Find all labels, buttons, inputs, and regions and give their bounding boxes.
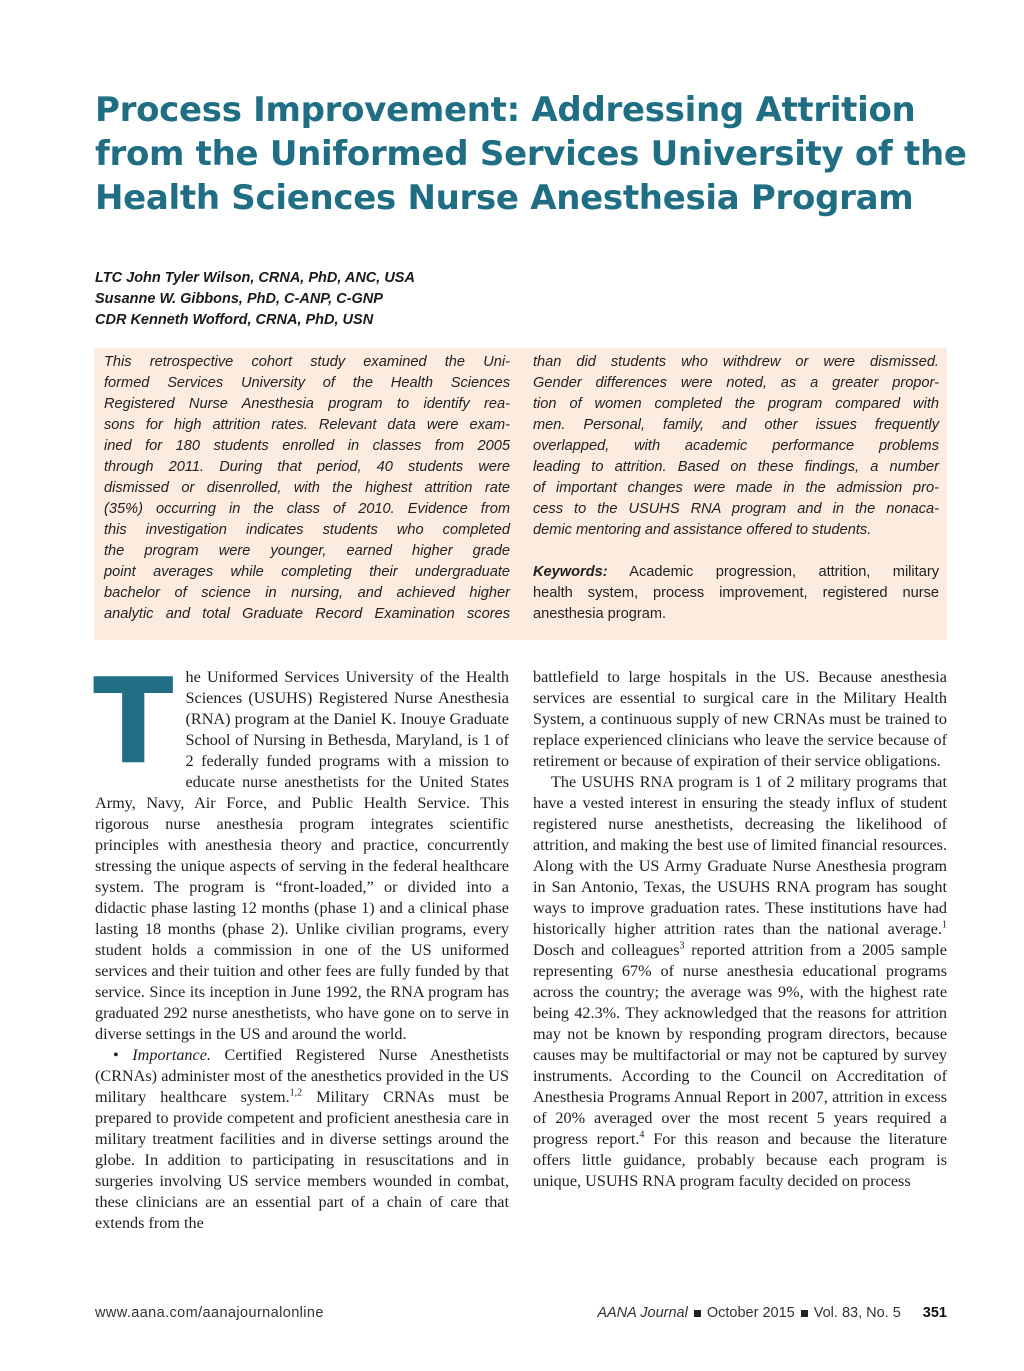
- author: LTC John Tyler Wilson, CRNA, PhD, ANC, USA: [95, 270, 415, 286]
- abstract-line: this investigation indicates students who completed: [104, 522, 510, 538]
- paragraph-text: For this reason and because the literature offers little guidance, probably because each program is unique, USUHS RNA program faculty decided on process: [533, 1130, 948, 1190]
- keywords-line: health system, process improvement, registered nurse: [533, 585, 939, 601]
- author: Susanne W. Gibbons, PhD, C-ANP, C-GNP: [95, 291, 383, 307]
- page-number: 351: [922, 1305, 947, 1321]
- keywords-label: Keywords:: [533, 564, 608, 580]
- body-paragraph: [95, 1045, 509, 1234]
- abstract-line: This retrospective cohort study examined the Uni-: [104, 354, 510, 370]
- abstract-line: point averages while completing their undergraduate: [104, 564, 510, 580]
- citation-ref: 1,2: [289, 1087, 303, 1099]
- abstract-line: ined for 180 students enrolled in classes from 2005: [104, 438, 510, 454]
- footer-url[interactable]: www.aana.com/aanajournalonline: [95, 1305, 324, 1321]
- paragraph-text: Dosch and colleagues: [533, 941, 680, 959]
- paragraph-text: battlefield to large hospitals in the US. Because anesthesia services are essential to surgical care in the Military Health System, a continuous supply of new CRNAs must be trained to replace experienced clinicians who leave the service because of retirement or because of expiration of their service obligations.: [533, 668, 947, 770]
- citation-ref: 4: [639, 1129, 645, 1141]
- body-paragraph: [533, 772, 947, 1192]
- body-paragraph: [93, 652, 509, 1045]
- paragraph-text: he Uniformed Services University of the Health Sciences (USUHS) Registered Nurse Anesthesia (RNA) program at the Daniel K. Inouye Graduate School of Nursing in Bethesda, Maryland, is 1 of 2 federally funded programs with a mission to educate nurse anesthetists for the United States Army, Navy, Air Force, and Public Health Service. This rigorous nurse anesthesia program integrates scientific principles with anesthesia theory and practice, concurrently stressing the unique aspects of serving in the federal healthcare system. The program is “front-loaded,” or divided into a didactic phase lasting 12 months (phase 1) and a clinical phase lasting 18 months (phase 2). Unlike civilian programs, every student holds a commission in one of the US uniformed services and their tuition and other fees are fully funded by that service. Since its inception in June 1992, the RNA program has graduated 292 nurse anesthetists, who have gone on to serve in diverse settings in the US and around the world.: [95, 668, 509, 1043]
- abstract-line: analytic and total Graduate Record Examination scores: [104, 606, 510, 622]
- abstract-right-column: [533, 352, 939, 625]
- title-line: Process Improvement: Addressing Attrition: [95, 90, 916, 130]
- abstract-line: Registered Nurse Anesthesia program to identify rea-: [104, 396, 510, 412]
- abstract-line: sons for high attrition rates. Relevant data were exam-: [104, 417, 510, 433]
- keywords-line: anesthesia program.: [533, 606, 667, 622]
- issue-date: October 2015: [706, 1305, 795, 1321]
- keywords: [533, 562, 939, 625]
- abstract-line: than did students who withdrew or were dismissed.: [533, 354, 939, 370]
- abstract-line: demic mentoring and assistance offered to students.: [533, 522, 872, 538]
- citation-ref: 1: [942, 919, 947, 931]
- abstract-line: through 2011. During that period, 40 students were: [104, 459, 510, 475]
- body-left-column: [93, 652, 509, 1234]
- abstract-line: leading to attrition. Based on these findings, a number: [533, 459, 939, 475]
- paragraph-text: Military CRNAs must be prepared to provide competent and proficient anesthesia care in military treatment facilities and in diverse settings around the globe. In addition to participating in resuscitations and in surgeries involving US service members wounded in combat, these clinicians are an essential part of a chain of care that extends from the: [95, 1088, 509, 1232]
- volume-issue: Vol. 83, No. 5: [813, 1305, 901, 1321]
- abstract-box: [94, 348, 947, 640]
- abstract-left-column: [104, 352, 510, 625]
- drop-cap: T: [93, 652, 174, 790]
- square-bullet-icon: [801, 1310, 808, 1317]
- abstract-line: men. Personal, family, and other issues frequently: [533, 417, 939, 433]
- run-in-heading: Importance.: [132, 1046, 211, 1064]
- paragraph-text: Certified Registered Nurse Anesthetists (CRNAs) administer most of the anesthetics provided in the US military healthcare system.: [95, 1046, 509, 1106]
- abstract-line: Gender differences were noted, as a greater propor-: [533, 375, 939, 391]
- abstract-line: the program were younger, earned higher grade: [104, 543, 510, 559]
- abstract-line: formed Services University of the Health Sciences: [104, 375, 510, 391]
- title-line: Health Sciences Nurse Anesthesia Program: [95, 178, 914, 218]
- abstract-line: of important changes were made in the admission pro-: [533, 480, 939, 496]
- footer-citation: [597, 1305, 947, 1325]
- abstract-line: bachelor of science in nursing, and achieved higher: [104, 585, 510, 601]
- article-title: [95, 88, 967, 220]
- journal-name: AANA Journal: [597, 1305, 688, 1321]
- keywords-line: Academic progression, attrition, military: [607, 564, 939, 580]
- abstract-line: dismissed or disenrolled, with the highest attrition rate: [104, 480, 510, 496]
- abstract-line: tion of women completed the program compared with: [533, 396, 939, 412]
- square-bullet-icon: [694, 1310, 701, 1317]
- abstract-line: (35%) occurring in the class of 2010. Evidence from: [104, 501, 510, 517]
- body-right-column: [533, 667, 947, 1192]
- citation-ref: 3: [679, 940, 685, 952]
- body-paragraph: [533, 667, 947, 772]
- paragraph-text: The USUHS RNA program is 1 of 2 military programs that have a vested interest in ensuring the steady influx of student registered nurse anesthetists, decreasing the likelihood of attrition, and making the best use of limited financial resources. Along with the US Army Graduate Nurse Anesthesia program in San Antonio, Texas, the USUHS RNA program has sought ways to improve graduation rates. These institutions have had historically higher attrition rates than the national average.: [533, 773, 947, 938]
- bullet: •: [113, 1046, 133, 1064]
- author-list: [95, 268, 695, 331]
- author: CDR Kenneth Wofford, CRNA, PhD, USN: [95, 312, 374, 328]
- paragraph-text: reported attrition from a 2005 sample representing 67% of nurse anesthesia educational programs across the country; the average was 9%, with the highest rate being 42.3%. They acknowledged that the reasons for attrition may not be known by responding program directors, because causes may be multifactorial or may not be captured by survey instruments. According to the Council on Accreditation of Anesthesia Programs Annual Report in 2007, attrition in excess of 20% averaged over the most recent 5 years required a progress report.: [533, 941, 947, 1148]
- title-line: from the Uniformed Services University of the: [95, 134, 967, 174]
- abstract-line: cess to the USUHS RNA program and in the nonaca-: [533, 501, 939, 517]
- abstract-line: overlapped, with academic performance problems: [533, 438, 939, 454]
